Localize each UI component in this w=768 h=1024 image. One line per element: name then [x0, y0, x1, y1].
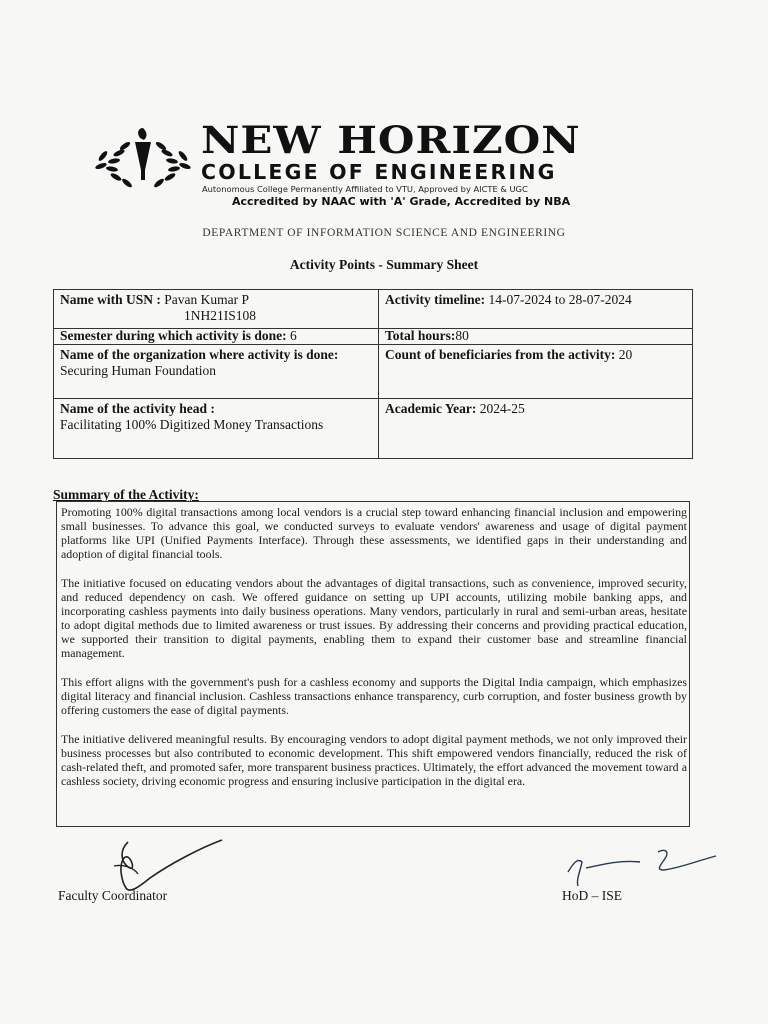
sheet-title: Activity Points - Summary Sheet: [289, 257, 479, 272]
activity-head-value: Facilitating 100% Digitized Money Transactions: [60, 417, 324, 432]
name-value: Pavan Kumar P: [164, 292, 249, 307]
department-name: DEPARTMENT OF INFORMATION SCIENCE AND ENGINEERING: [202, 227, 566, 239]
organization-cell: [54, 345, 378, 398]
hod-signature-icon: [560, 846, 720, 890]
summary-paragraph: This effort aligns with the government's push for a cashless economy and supports the Digital India campaign, which emphasizes digital literacy and financial inclusion. Cashless transactions enhance transparency, curb corruption, and foster business growth by offering customers the ease of digital payments.: [61, 675, 687, 717]
timeline-value: 14-07-2024 to 28-07-2024: [488, 292, 632, 307]
semester-label: Semester during which activity is done:: [60, 328, 287, 343]
hours-cell: [379, 328, 693, 344]
faculty-coordinator-label: Faculty Coordinator: [58, 888, 168, 903]
activity-head-cell: [54, 399, 378, 459]
beneficiaries-value: 20: [618, 347, 633, 362]
laurel-torch-emblem-icon: [95, 128, 191, 190]
summary-box: [56, 501, 690, 827]
academic-year-cell: [379, 399, 693, 459]
beneficiaries-cell: [379, 345, 693, 398]
affiliation-text: Autonomous College Permanently Affiliated to VTU, Approved by AICTE & UGC: [202, 184, 528, 194]
academic-year-label: Academic Year:: [385, 401, 477, 416]
beneficiaries-label: Count of beneficiaries from the activity:: [385, 347, 616, 362]
timeline-cell: [379, 290, 693, 328]
institution-title: NEW HORIZON: [201, 118, 581, 163]
activity-head-label: Name of the activity head :: [60, 401, 215, 416]
college-logo: [95, 118, 615, 210]
hod-label: HoD – ISE: [562, 888, 622, 903]
summary-paragraph: The initiative delivered meaningful results. By encouraging vendors to adopt digital payment methods, we not only improved their business processes but also contributed to economic development. This shift empowered vendors financially, reduced the risk of cash-related theft, and promoted safer, more transparent business practices. Ultimately, the effort advanced the movement toward a cashless society, driving economic progress and ensuring inclusive participation in the digital era.: [61, 732, 687, 788]
summary-paragraph: Promoting 100% digital transactions among local vendors is a crucial step toward enhancing financial inclusion and empowering small businesses. To advance this goal, we conducted surveys to evaluate vendors' awareness and usage of digital payment platforms like UPI (Unified Payments Interface). Through these assessments, we identified gaps in their understanding and adoption of digital financial tools.: [61, 505, 687, 561]
hours-label: Total hours:: [385, 328, 456, 343]
organization-label: Name of the organization where activity is done:: [60, 347, 339, 362]
usn-value: 1NH21IS108: [184, 308, 257, 323]
summary-paragraph: The initiative focused on educating vendors about the advantages of digital transactions, such as convenience, improved security, and reduced dependency on cash. We offered guidance on setting up UPI accounts, utilizing mobile banking apps, and incorporating cashless payments into daily business operations. Many vendors, particularly in rural and semi-urban areas, hesitate to adopt digital methods due to limited awareness or trust issues. By addressing their concerns and providing practical education, we supported their transition to digital payments, enabling them to expand their customer base and streamline financial management.: [61, 576, 687, 660]
name-usn-cell: [54, 290, 378, 328]
hours-value: 80: [455, 328, 469, 343]
activity-info-table: [53, 289, 693, 459]
academic-year-value: 2024-25: [479, 401, 525, 416]
accreditation-text: Accredited by NAAC with 'A' Grade, Accredited by NBA: [232, 195, 571, 208]
institution-subtitle: COLLEGE OF ENGINEERING: [201, 160, 557, 184]
timeline-label: Activity timeline:: [385, 292, 486, 307]
semester-cell: [54, 328, 378, 344]
summary-heading: Summary of the Activity:: [53, 487, 199, 502]
semester-value: 6: [290, 328, 297, 343]
name-label: Name with USN :: [60, 292, 161, 307]
organization-value: Securing Human Foundation: [60, 363, 216, 378]
